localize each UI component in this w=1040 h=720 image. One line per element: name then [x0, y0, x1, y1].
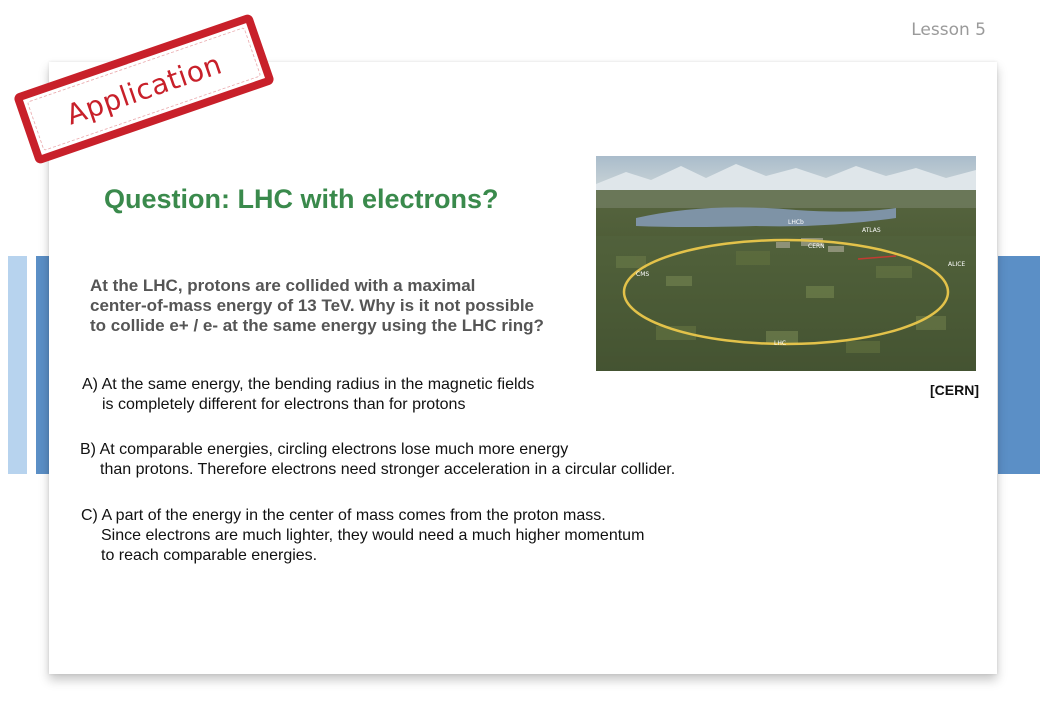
left-accent-bar-dark [36, 256, 50, 474]
map-label-lhcb: LHCb [788, 219, 804, 226]
map-label-cms: CMS [636, 271, 650, 278]
option-c [81, 506, 644, 566]
intro-line: At the LHC, protons are collided with a maximal [90, 276, 476, 295]
option-a-line1: A) At the same energy, the bending radius in the magnetic fields [82, 376, 535, 393]
stamp-label: Application [62, 47, 226, 131]
intro-line: center-of-mass energy of 13 TeV. Why is it not possible [90, 296, 535, 315]
option-b-line1: B) At comparable energies, circling electrons lose much more energy [80, 441, 569, 458]
lesson-label: Lesson 5 [911, 20, 986, 40]
left-accent-bar-light [8, 256, 27, 474]
right-accent-bar [998, 256, 1040, 474]
option-c-line1: C) A part of the energy in the center of mass comes from the proton mass. [81, 507, 606, 524]
map-label-lhc: LHC [774, 340, 787, 347]
option-a-line2: is completely different for electrons than for protons [102, 396, 466, 413]
question-intro [90, 276, 590, 336]
slide-title: Question: LHC with electrons? [104, 184, 499, 214]
lhc-aerial-photo [596, 156, 976, 371]
option-b [80, 440, 675, 480]
intro-line: to collide e+ / e- at the same energy using the LHC ring? [90, 316, 544, 335]
image-credit: [CERN] [930, 382, 979, 398]
option-a [82, 375, 534, 415]
map-label-atlas: ATLAS [862, 227, 881, 234]
option-b-line2: than protons. Therefore electrons need stronger acceleration in a circular collider. [100, 461, 676, 478]
option-c-line3: to reach comparable energies. [101, 547, 318, 564]
map-label-cern: CERN [808, 243, 825, 250]
map-label-alice: ALICE [948, 261, 966, 268]
option-c-line2: Since electrons are much lighter, they would need a much higher momentum [101, 527, 645, 544]
